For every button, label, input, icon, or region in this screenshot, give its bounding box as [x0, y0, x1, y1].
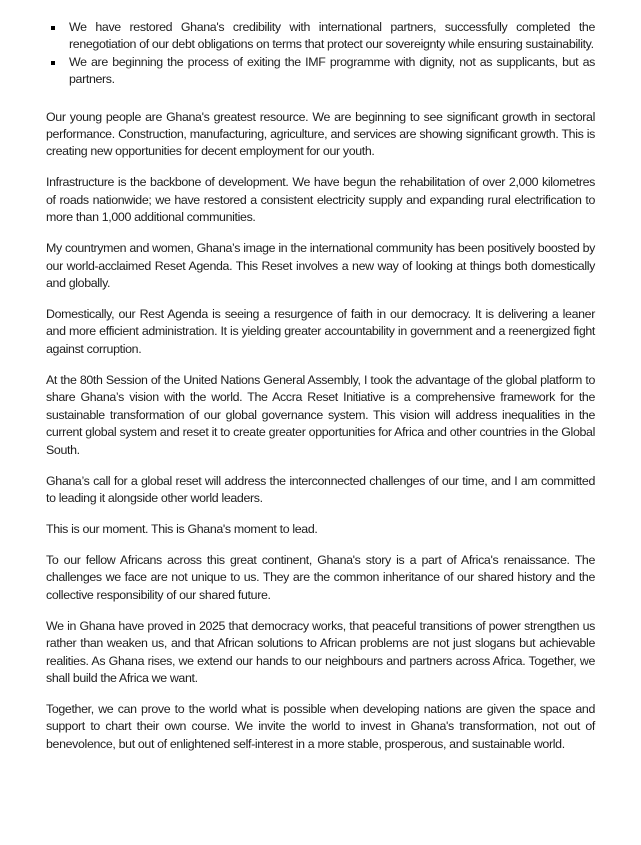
paragraph-un-general-assembly: At the 80th Session of the United Nations General Assembly, I took the advantage of the global platform to share Ghana’s vision with the world. The Accra Reset Initiative is a comprehensive framework for the sustainable transformation of our global governance system. This vision will address inequalities in the current global system and reset it to create greater opportunities for Africa and other countries in the Global South.	[46, 372, 595, 457]
bullet-item-credibility	[46, 19, 595, 54]
bullet-square-icon	[51, 26, 55, 30]
paragraph-rest-agenda-democracy: Domestically, our Rest Agenda is seeing a resurgence of faith in our democracy. It is delivering a leaner and more efficient administration. It is yielding greater accountability in government and a reenergized fight against corruption.	[46, 307, 595, 356]
paragraph-infrastructure: Infrastructure is the backbone of development. We have begun the rehabilitation of over 2,000 kilometres of roads nationwide; we have restored a consistent electricity supply and expanding rural electrification to more than 1,000 additional communities.	[46, 175, 595, 225]
paragraph-fellow-africans: To our fellow Africans across this great continent, Ghana's story is a part of Africa's renaissance. The challenges we face are not unique to us. They are the common inheritance of our shared history and the collective responsibility of our shared future.	[46, 552, 595, 602]
bullet-item-text: We have restored Ghana's credibility with international partners, successfully completed the renegotiation of our debt obligations on terms that protect our sovereignty while ensuring sustainability.	[69, 20, 595, 52]
bullet-item-text: We are beginning the process of exiting the IMF programme with dignity, not as supplicants, but as partners.	[69, 54, 595, 87]
paragraph-reset-agenda: My countrymen and women, Ghana’s image in the international community has been positively boosted by our world-acclaimed Reset Agenda. This Reset involves a new way of looking at things both domestically and globally.	[46, 241, 595, 291]
bullet-square-icon	[51, 61, 55, 65]
bullet-item-imf-exit	[46, 54, 595, 89]
bullet-list	[46, 19, 595, 89]
paragraph-young-people: Our young people are Ghana's greatest resource. We are beginning to see significant growth in sectoral performance. Construction, manufacturing, agriculture, and services are showing significant growth. This is creating new opportunities for decent employment for our youth.	[46, 109, 595, 159]
paragraph-global-reset-call: Ghana’s call for a global reset will address the interconnected challenges of our time, and I am committed to leading it alongside other world leaders.	[46, 473, 595, 505]
paragraph-our-moment: This is our moment. This is Ghana's moment to lead.	[46, 521, 318, 536]
paragraph-democracy-2025: We in Ghana have proved in 2025 that democracy works, that peaceful transitions of power strengthen us rather than weaken us, and that African solutions to African problems are not just slogans but achievable realities. As Ghana rises, we extend our hands to our neighbours and partners across Africa. Together, we shall build the Africa we want.	[46, 618, 595, 685]
paragraph-invitation-to-world: Together, we can prove to the world what is possible when developing nations are given the space and support to chart their own course. We invite the world to invest in Ghana's transformation, not out of benevolence, but out of enlightened self-interest in a more stable, prosperous, and sustainable world.	[46, 701, 595, 751]
